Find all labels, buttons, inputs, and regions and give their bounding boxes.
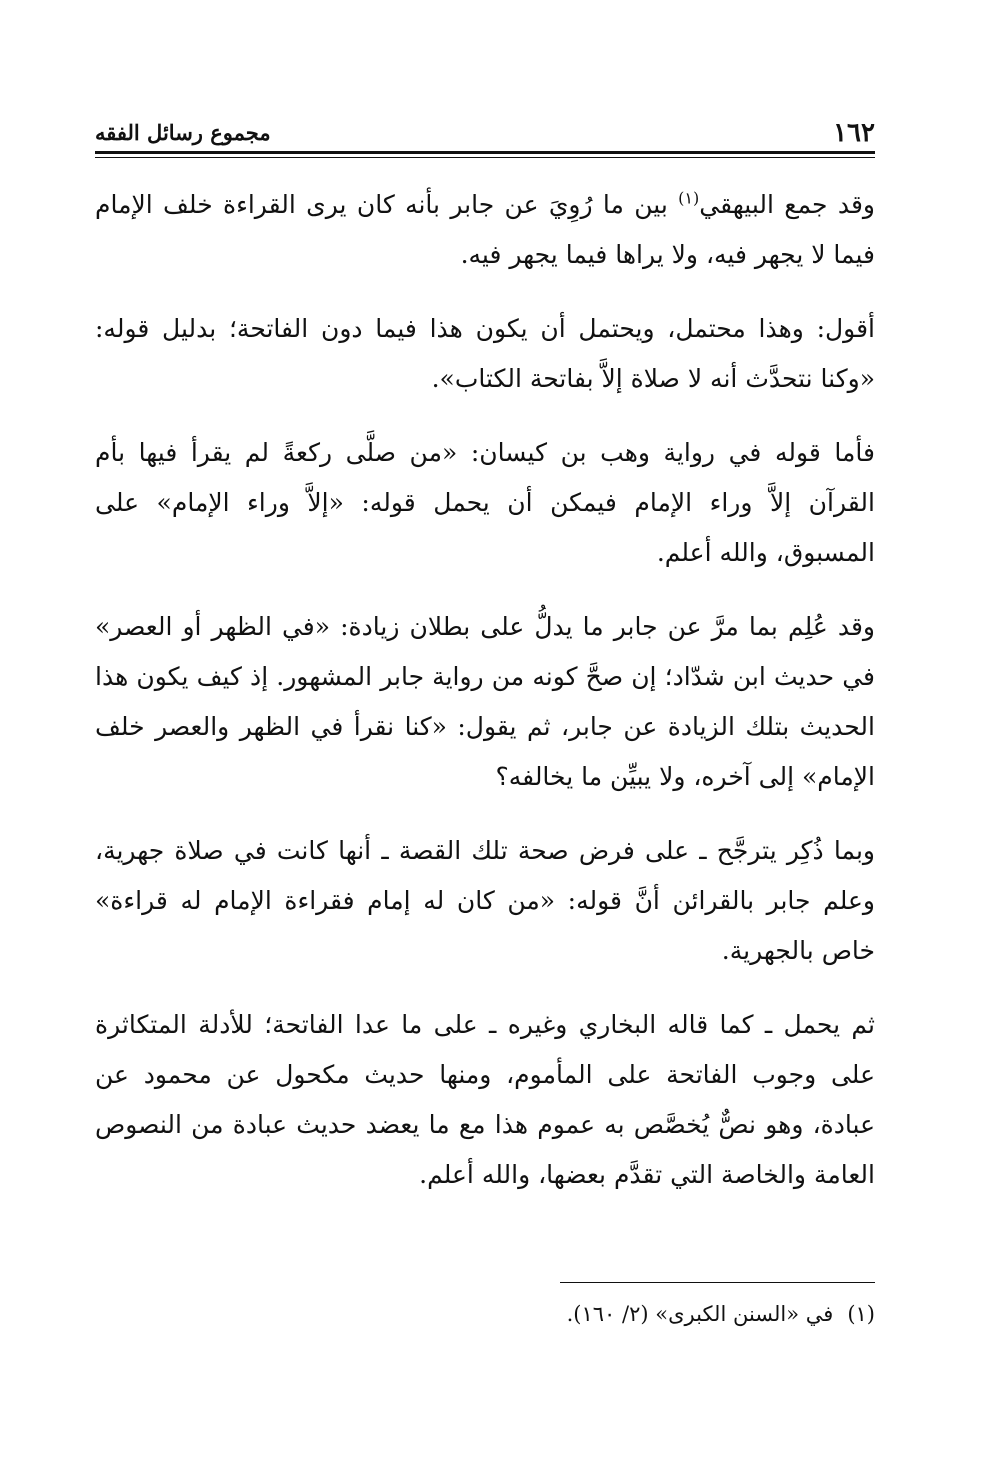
paragraph-2: أقول: وهذا محتمل، ويحتمل أن يكون هذا فيما دون الفاتحة؛ بدليل قوله: «وكنا نتحدَّث أنه لا صلاة إلاَّ بفاتحة الكتاب». [95, 314, 875, 393]
header-rule-thin [95, 157, 875, 158]
paragraph-6: ثم يحمل ـ كما قاله البخاري وغيره ـ على ما عدا الفاتحة؛ للأدلة المتكاثرة على وجوب الفاتحة على المأموم، ومنها حديث مكحول عن محمود عن عبادة، وهو نصٌّ يُخصَّص به عموم هذا مع ما يعضد حديث عبادة من النصوص العامة والخاصة التي تقدَّم بعضها، والله أعلم. [95, 1010, 875, 1189]
paragraph-1-start: وقد جمع البيهقي [699, 190, 875, 219]
footnote-reference-1: (١) [678, 188, 700, 208]
page-number: ١٦٢ [833, 118, 875, 148]
footnote-text: في «السنن الكبرى» (٢/ ١٦٠). [566, 1302, 834, 1326]
header-rule-thick [95, 151, 875, 154]
page-header [95, 116, 875, 150]
paragraph-3: فأما قوله في رواية وهب بن كيسان: «من صلَّى ركعةً لم يقرأ فيها بأم القرآن إلاَّ وراء الإمام فيمكن أن يحمل قوله: «إلاَّ وراء الإمام» على المسبوق، والله أعلم. [95, 438, 875, 567]
paragraph-1 [95, 180, 875, 280]
running-title: مجموع رسائل الفقه [95, 120, 271, 145]
paragraph-5: وبما ذُكِر يترجَّح ـ على فرض صحة تلك القصة ـ أنها كانت في صلاة جهرية، وعلم جابر بالقرائن أنَّ قوله: «من كان له إمام فقراءة الإمام له قراءة» خاص بالجهرية. [95, 836, 875, 965]
body-text [95, 180, 875, 1224]
paragraph-1-rest: بين ما رُوِيَ عن جابر بأنه كان يرى القراءة خلف الإمام فيما لا يجهر فيه، ولا يراها فيما يجهر فيه. [95, 190, 875, 269]
footnote-1 [115, 1296, 875, 1332]
paragraph-4: وقد عُلِم بما مرَّ عن جابر ما يدلُّ على بطلان زيادة: «في الظهر أو العصر» في حديث ابن شدّاد؛ إن صحَّ كونه من رواية جابر المشهور. إذ كيف يكون هذا الحديث بتلك الزيادة عن جابر، ثم يقول: «كنا نقرأ في الظهر والعصر خلف الإمام» إلى آخره، ولا يبيِّن ما يخالفه؟ [95, 612, 875, 791]
footnote-separator [560, 1282, 875, 1283]
footnote-marker: (١) [847, 1302, 875, 1326]
